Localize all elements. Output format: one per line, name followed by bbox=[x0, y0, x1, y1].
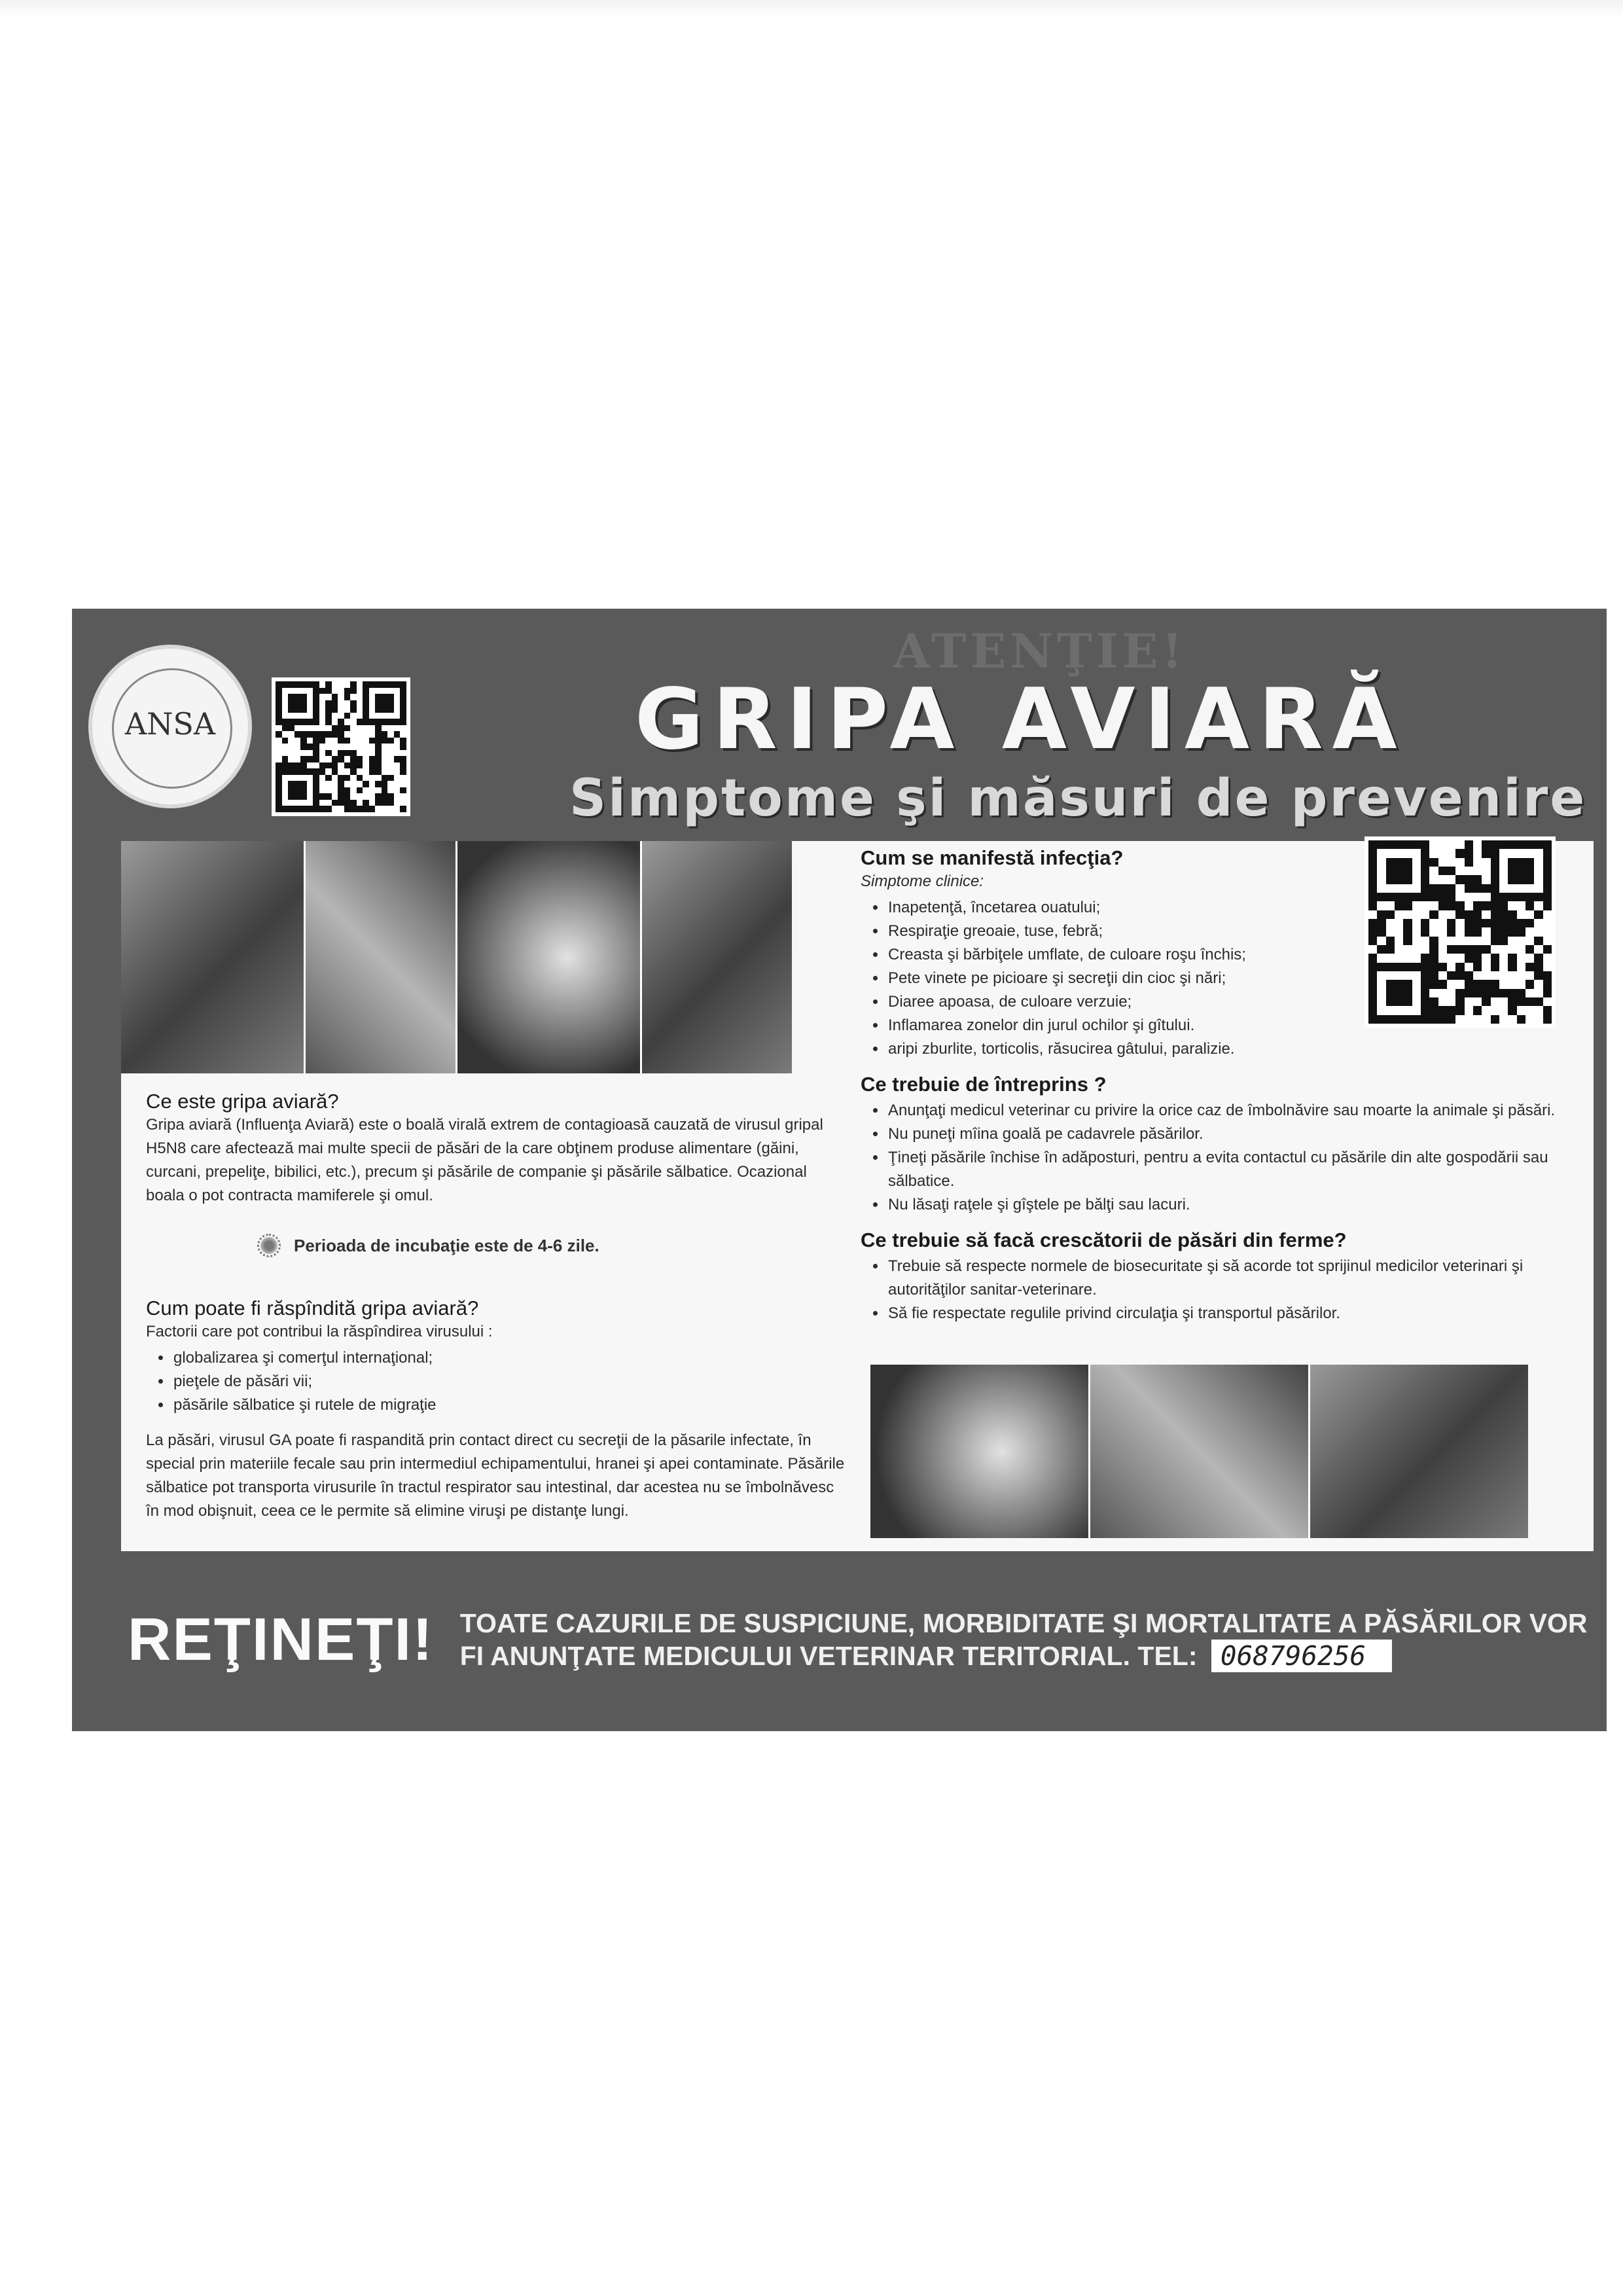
phone-number: 068796256 bbox=[1211, 1640, 1392, 1672]
list-item: • Să fie respectate regulile privind circulaţia şi transportul păsărilor. bbox=[887, 1302, 1587, 1325]
photo-hen bbox=[642, 841, 792, 1073]
symptoms-list bbox=[861, 896, 1410, 1061]
footer-line-1: TOATE CAZURILE DE SUSPICIUNE, MORBIDITATE ŞI MORTALITATE A PĂSĂRILOR VOR bbox=[459, 1608, 1588, 1638]
poster-subtitle: Simptome şi măsuri de prevenire bbox=[569, 769, 1587, 828]
list-item: • Inapetenţă, încetarea ouatului; bbox=[887, 896, 1410, 920]
poster-title: GRIPA AVIARĂ bbox=[635, 671, 1406, 768]
farmers-heading: Ce trebuie să facă crescătorii de păsări din ferme? bbox=[861, 1229, 1347, 1251]
list-item: • Nu puneţi mîina goală pe cadavrele păsărilor. bbox=[887, 1122, 1587, 1146]
list-item: • Trebuie să respecte normele de biosecuritate şi să acorde tot sprijinul medicilor veterinari şi autorităţilor sanitar-veterinare. bbox=[887, 1255, 1587, 1302]
footer-line-2-text: FI ANUNŢATE MEDICULUI VETERINAR TERITORIAL. bbox=[459, 1641, 1130, 1671]
photo-sick-birds bbox=[1090, 1365, 1308, 1538]
list-item: • păsările sălbatice şi rutele de migraţie bbox=[172, 1393, 846, 1417]
agency-logo bbox=[88, 645, 252, 808]
list-item: • Pete vinete pe picioare şi secreţii din cioc şi nări; bbox=[887, 967, 1410, 990]
incubation-text: Perioada de incubaţie este de 4-6 zile. bbox=[294, 1235, 599, 1255]
list-item: • Inflamarea zonelor din jurul ochilor şi gîtului. bbox=[887, 1014, 1410, 1037]
photo-wild-geese bbox=[306, 841, 455, 1073]
scan-edge bbox=[0, 0, 1623, 17]
incubation-note bbox=[257, 1234, 846, 1257]
list-item: • pieţele de păsări vii; bbox=[172, 1370, 846, 1393]
spread-heading: Cum poate fi răspîndită gripa aviară? bbox=[146, 1297, 479, 1319]
undertake-list bbox=[861, 1099, 1587, 1217]
photo-seagulls bbox=[457, 841, 640, 1073]
spread-text: La păsări, virusul GA poate fi raspandită prin contact direct cu secreţii de la păsarile infectate, în special prin materiile fecale sau prin intermediul echipamentului, hranei şi apei contaminate. Păsările sălbatice pot transporta virusurile în tractul respirator sau intestinal, dar acestea nu se îmbolnăvesc în mod obişnuit, ceea ce le permite să elimine viruşi pe distanţe lungi. bbox=[146, 1431, 845, 1520]
list-item: • aripi zburlite, torticolis, răsucirea gâtului, paralizie. bbox=[887, 1037, 1410, 1061]
left-column bbox=[146, 1090, 846, 1523]
photo-collage-bottom bbox=[870, 1365, 1528, 1538]
qr-code-icon bbox=[1364, 836, 1556, 1028]
list-item: • Nu lăsaţi raţele şi gîştele pe bălţi sau lacuri. bbox=[887, 1193, 1587, 1217]
retineti-label: REŢINEŢI! bbox=[128, 1605, 434, 1673]
photo-birds-pond bbox=[121, 841, 304, 1073]
what-text: Gripa aviară (Influenţa Aviară) este o boală virală extrem de contagioasă cauzată de virusul gripal H5N8 care afectează mai multe specii de păsări de la care obţinem produse alimentare (găini, curcani, prepeliţe, bibilici, etc.), precum şi păsările de companie şi păsările sălbatice. Ocazional boala o pot contracta mamiferele şi omul. bbox=[146, 1116, 823, 1204]
what-heading: Ce este gripa aviară? bbox=[146, 1090, 339, 1113]
photo-inspector bbox=[870, 1365, 1088, 1538]
list-item: • Diaree apoasa, de culoare verzuie; bbox=[887, 990, 1410, 1014]
tel-label: TEL: bbox=[1137, 1641, 1198, 1671]
footer-line-2 bbox=[460, 1640, 1588, 1672]
list-item: • Respiraţie greoaie, tuse, febră; bbox=[887, 920, 1410, 943]
poster bbox=[72, 609, 1607, 1731]
list-item: • Creasta şi bărbiţele umflate, de culoare roşu închis; bbox=[887, 943, 1410, 967]
footer-banner bbox=[72, 1561, 1607, 1718]
spread-intro: Factorii care pot contribui la răspîndirea virusului : bbox=[146, 1323, 493, 1340]
list-item: • globalizarea şi comerţul internaţional; bbox=[172, 1346, 846, 1370]
undertake-heading: Ce trebuie de întreprins ? bbox=[861, 1073, 1107, 1096]
photo-poultry-farm bbox=[1310, 1365, 1528, 1538]
symptoms-subheading: Simptome clinice: bbox=[861, 872, 984, 890]
list-item: • Anunţaţi medicul veterinar cu privire la orice caz de îmbolnăvire sau moarte la animale şi păsări. bbox=[887, 1099, 1587, 1122]
farmers-list bbox=[861, 1255, 1587, 1325]
list-item: • Ţineţi păsările închise în adăposturi, pentru a evita contactul cu păsările din alte gospodării sau sălbatice. bbox=[887, 1146, 1587, 1193]
qr-code-icon bbox=[272, 677, 410, 816]
footer-notice bbox=[460, 1607, 1588, 1672]
faint-banner: ATENŢIE! bbox=[893, 623, 1186, 679]
virus-icon bbox=[257, 1234, 281, 1257]
logo-letters: ANSA bbox=[124, 706, 216, 742]
photo-collage-top bbox=[121, 841, 792, 1073]
spread-list bbox=[146, 1346, 846, 1417]
manifest-heading: Cum se manifestă infecţia? bbox=[861, 846, 1124, 869]
